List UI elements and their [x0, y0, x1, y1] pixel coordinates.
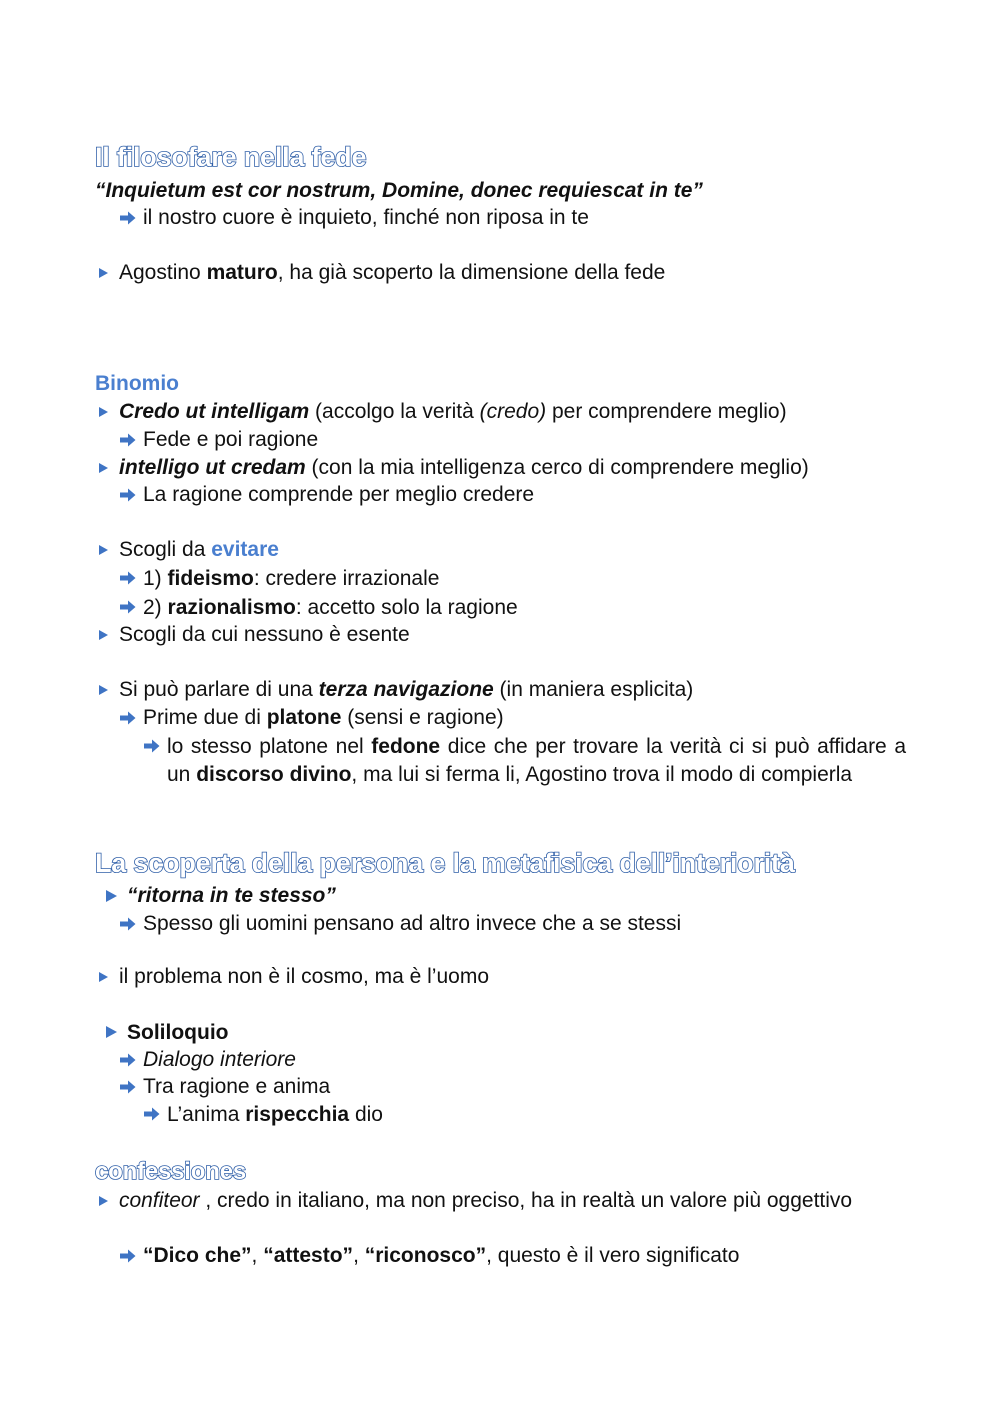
triangle-bullet-icon — [99, 545, 108, 555]
agostino-line: Agostino maturo, ha già scoperto la dimensione della fede — [119, 261, 666, 284]
terza-navigazione: Si può parlare di una terza navigazione (in maniera esplicita) — [119, 678, 694, 701]
triangle-bullet-icon — [99, 685, 108, 695]
uomini-line: Spesso gli uomini pensano ad altro invece che a se stessi — [143, 912, 682, 935]
confessiones-heading: confessiones — [95, 1158, 246, 1185]
quote-translation: il nostro cuore è inquieto, finché non riposa in te — [143, 206, 589, 229]
fedone-paragraph: lo stesso platone nel fedone dice che per trovare la verità ci si può affidare a un discorso divino, ma lui si ferma li, Agostino trova il modo di compierla — [167, 735, 906, 786]
triangle-bullet-icon — [99, 268, 108, 278]
arrow-bullet-icon — [120, 1080, 136, 1094]
cosmo-line: il problema non è il cosmo, ma è l’uomo — [119, 965, 490, 988]
triangle-bullet-icon — [99, 972, 108, 982]
triangle-bullet-icon — [99, 407, 108, 417]
ritorna-quote: “ritorna in te stesso” — [127, 884, 336, 907]
arrow-bullet-icon — [120, 711, 136, 725]
arrow-bullet-icon — [120, 433, 136, 447]
significato-line: “Dico che”, “attesto”, “riconosco”, questo è il vero significato — [143, 1244, 740, 1267]
arrow-bullet-icon — [144, 1107, 160, 1121]
arrow-bullet-icon — [120, 600, 136, 614]
triangle-bullet-icon — [99, 463, 108, 473]
section-title-persona: La scoperta della persona e la metafisica dell’interiorità — [95, 848, 795, 878]
triangle-bullet-icon — [106, 890, 117, 902]
triangle-bullet-icon — [106, 1026, 117, 1038]
scogli-razionalismo: 2) razionalismo: accetto solo la ragione — [143, 596, 518, 619]
scogli-esente: Scogli da cui nessuno è esente — [119, 623, 410, 646]
arrow-bullet-icon — [120, 1249, 136, 1263]
triangle-bullet-icon — [99, 630, 108, 640]
confiteor-paragraph: confiteor , credo in italiano, ma non preciso, ha in realtà un valore più oggettivo — [119, 1189, 853, 1212]
arrow-bullet-icon — [120, 1053, 136, 1067]
arrow-bullet-icon — [120, 488, 136, 502]
binomio-sub-fede: Fede e poi ragione — [143, 428, 319, 451]
dialogo-interiore: Dialogo interiore — [143, 1048, 296, 1071]
binomio-item-intelligo: intelligo ut credam (con la mia intelligenza cerco di comprendere meglio) — [119, 456, 809, 479]
binomio-sub-ragione: La ragione comprende per meglio credere — [143, 483, 535, 506]
ragione-anima: Tra ragione e anima — [143, 1075, 331, 1098]
arrow-bullet-icon — [120, 211, 136, 225]
scogli-evitare: Scogli da evitare — [119, 538, 279, 561]
arrow-bullet-icon — [144, 739, 160, 753]
arrow-bullet-icon — [120, 571, 136, 585]
binomio-heading: Binomio — [95, 372, 179, 395]
scogli-fideismo: 1) fideismo: credere irrazionale — [143, 567, 440, 590]
anima-rispecchia: L’anima rispecchia dio — [167, 1103, 383, 1126]
arrow-bullet-icon — [120, 917, 136, 931]
section-title-filosofare: Il filosofare nella fede — [95, 142, 367, 172]
triangle-bullet-icon — [99, 1196, 108, 1206]
platone-line: Prime due di platone (sensi e ragione) — [143, 706, 504, 729]
latin-quote: “Inquietum est cor nostrum, Domine, donec requiescat in te” — [95, 179, 703, 202]
soliloquio-heading: Soliloquio — [127, 1021, 229, 1044]
binomio-item-credo: Credo ut intelligam (accolgo la verità (credo) per comprendere meglio) — [119, 400, 787, 423]
